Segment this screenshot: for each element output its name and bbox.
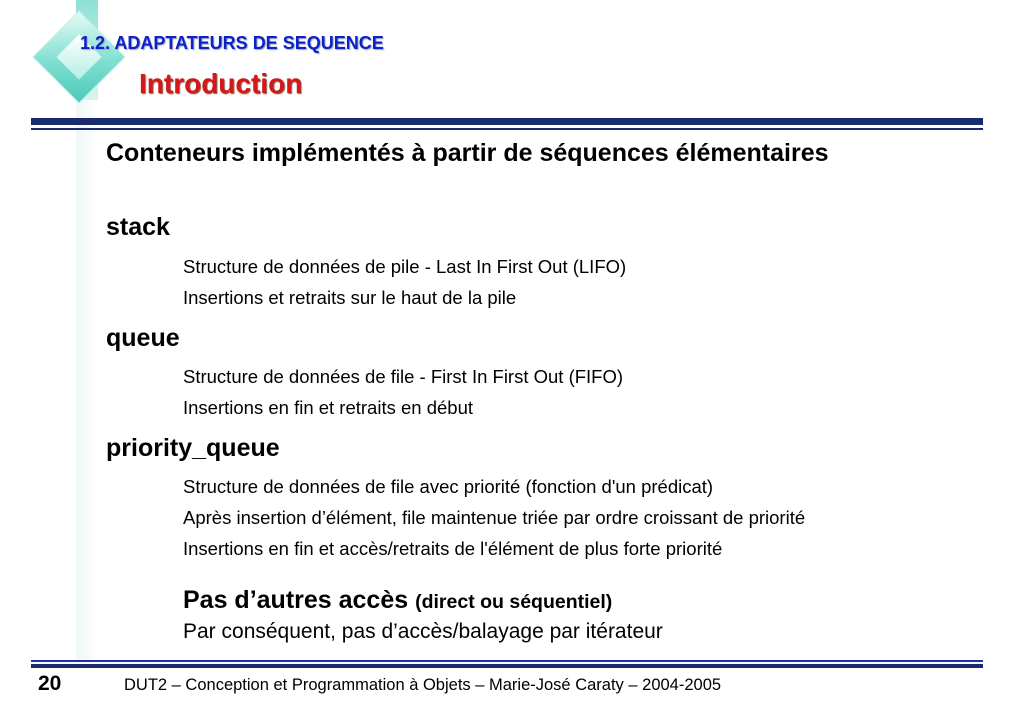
note-qualifier: (direct ou séquentiel) [415,591,613,613]
diamond-logo-icon [33,11,125,103]
stack-detail-1: Structure de données de pile - Last In First Out (LIFO) [183,256,627,277]
container-name-priority-queue: priority_queue [106,434,280,462]
footer-divider-thick [31,664,983,668]
page-number: 20 [38,672,62,695]
note-title-main: Pas d’autres accès [183,586,409,614]
container-name-queue: queue [106,324,180,352]
section-title: 1.2. ADAPTATEURS DE SEQUENCE [80,33,384,53]
container-name-stack: stack [106,213,170,241]
slide-title: Introduction [139,68,303,99]
queue-detail-1: Structure de données de file - First In First Out (FIFO) [183,366,624,387]
header-divider-thin [31,128,983,130]
note-text: Par conséquent, pas d’accès/balayage par itérateur [183,620,663,643]
note-title [183,586,612,615]
queue-detail-2: Insertions en fin et retraits en début [183,397,474,418]
footer-divider-thin [31,660,983,662]
priority-queue-detail-1: Structure de données de file avec priorité (fonction d'un prédicat) [183,476,714,497]
intro-heading: Conteneurs implémentés à partir de séquences élémentaires [106,139,829,167]
header-divider-thick [31,118,983,125]
footer-text: DUT2 – Conception et Programmation à Objets – Marie-José Caraty – 2004-2005 [124,676,722,694]
priority-queue-detail-3: Insertions en fin et accès/retraits de l'élément de plus forte priorité [183,538,723,559]
stack-detail-2: Insertions et retraits sur le haut de la pile [183,287,517,308]
priority-queue-detail-2: Après insertion d’élément, file maintenue triée par ordre croissant de priorité [183,507,806,528]
